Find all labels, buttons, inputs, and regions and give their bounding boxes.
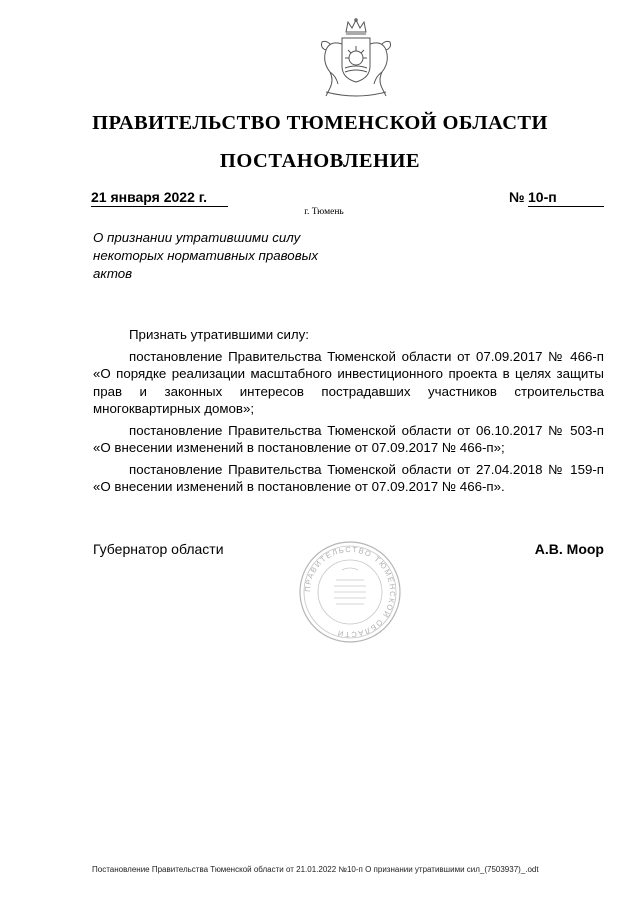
organization-title: ПРАВИТЕЛЬСТВО ТЮМЕНСКОЙ ОБЛАСТИ — [92, 112, 548, 134]
number-sign: № — [509, 189, 525, 205]
body-paragraph: постановление Правительства Тюменской области от 06.10.2017 № 503-п «О внесении изменений в постановление от 07.09.2017 № 466-п»; — [93, 422, 604, 455]
document-body — [93, 326, 604, 496]
footer-filename: Постановление Правительства Тюменской области от 21.01.2022 №10-п О признании утратившими сил_(7503937)_.odt — [92, 865, 539, 874]
number-value: 10-п — [528, 189, 604, 207]
document-date: 21 января 2022 г. — [91, 189, 228, 207]
signer-role: Губернатор области — [93, 541, 224, 557]
document-subject — [93, 229, 353, 283]
body-paragraph: постановление Правительства Тюменской области от 07.09.2017 № 466-п «О порядке реализации масштабного инвестиционного проекта в целях защиты прав и законных интересов пострадавших участников строительства многоквартирных домов»; — [93, 348, 604, 416]
subject-line: О признании утратившими силу — [93, 230, 301, 245]
body-paragraph: постановление Правительства Тюменской области от 27.04.2018 № 159-п «О внесении изменений в постановление от 07.09.2017 № 466-п». — [93, 461, 604, 494]
city-label: г. Тюмень — [304, 207, 344, 217]
subject-line: актов — [93, 266, 133, 281]
document-number — [509, 189, 604, 207]
coat-of-arms-icon — [312, 18, 400, 102]
signer-name: А.В. Моор — [534, 541, 604, 557]
document-kind: ПОСТАНОВЛЕНИЕ — [219, 150, 421, 172]
seal-text: ПРАВИТЕЛЬСТВО ТЮМЕНСКОЙ ОБЛАСТИ — [302, 544, 398, 640]
subject-line: некоторых нормативных правовых — [93, 248, 319, 263]
body-lead: Признать утратившими силу: — [129, 327, 309, 342]
official-seal-icon — [298, 540, 402, 644]
